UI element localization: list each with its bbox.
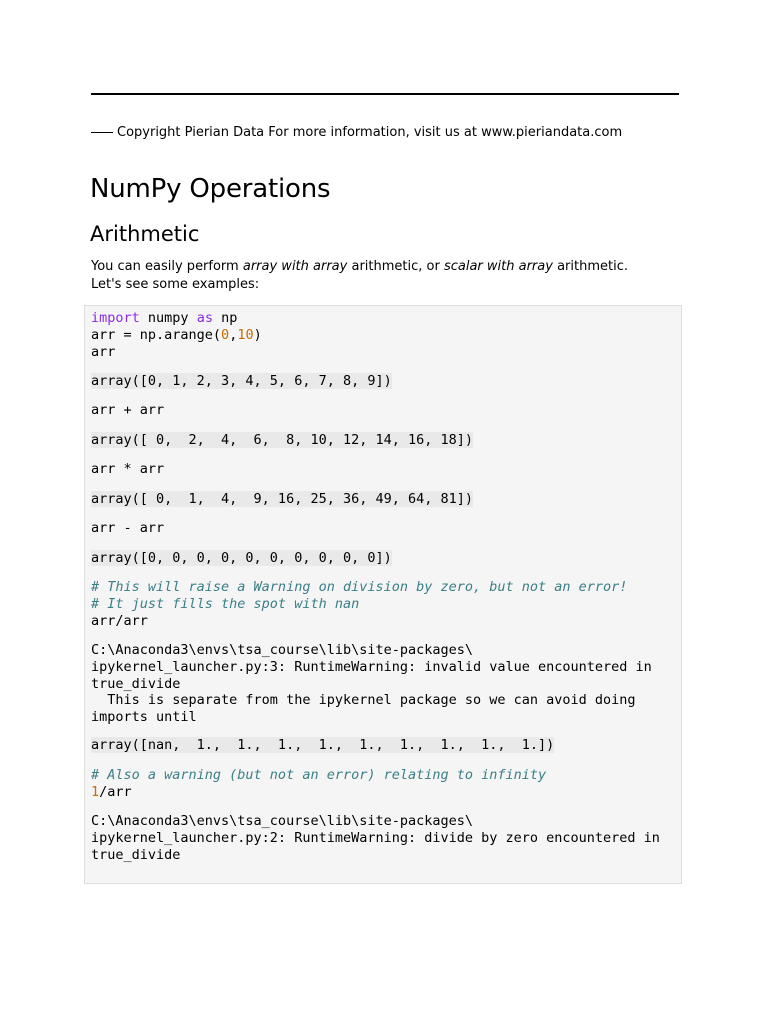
intro-text-1: You can easily perform	[91, 259, 243, 274]
code-text: numpy	[139, 310, 197, 326]
keyword: as	[196, 310, 213, 326]
number-literal: 1	[91, 783, 100, 800]
number-literal: 10	[237, 326, 254, 343]
intro-emphasis-2: scalar with array	[443, 259, 553, 274]
output-3	[91, 491, 473, 508]
warning-text: true_divide	[91, 846, 181, 863]
top-divider	[91, 93, 679, 95]
code-comment: # It just fills the spot with nan	[91, 595, 360, 612]
intro-text-3: arithmetic. Let's see some examples:	[91, 259, 628, 292]
code-cell-reciprocal	[91, 767, 546, 801]
output-text: array([nan, 1., 1., 1., 1., 1., 1., 1., 1., 1.])	[91, 737, 555, 753]
output-1	[91, 373, 392, 390]
warning-text: C:\Anaconda3\envs\tsa_course\lib\site-packages\	[91, 813, 474, 829]
warning-text: C:\Anaconda3\envs\tsa_course\lib\site-packages\	[91, 642, 474, 658]
warning-text: true_divide	[91, 675, 181, 692]
code-cell-add: arr + arr	[91, 402, 165, 418]
output-4	[91, 550, 392, 567]
code-text: arr = np.arange(	[91, 326, 222, 343]
code-text: )	[253, 326, 262, 343]
page-title: NumPy Operations	[90, 174, 331, 204]
warning-output-1	[91, 642, 652, 726]
warning-text: imports until	[91, 709, 197, 726]
intro-paragraph	[91, 258, 661, 294]
code-cell-import	[91, 310, 262, 360]
copyright-line	[91, 124, 622, 142]
warning-text: ipykernel_launcher.py:2: RuntimeWarning: divide by zero encountered in	[91, 829, 660, 846]
code-cell-multiply: arr * arr	[91, 461, 165, 477]
code-text: np	[212, 310, 238, 326]
output-2	[91, 432, 473, 449]
code-cell-subtract: arr - arr	[91, 520, 165, 536]
code-comment: # Also a warning (but not an error) relating to infinity	[91, 767, 547, 783]
intro-text-2: arithmetic, or	[347, 259, 444, 274]
output-text: array([0, 1, 2, 3, 4, 5, 6, 7, 8, 9])	[91, 373, 392, 389]
output-5	[91, 737, 554, 754]
blank-underline	[91, 132, 113, 133]
code-text: arr	[91, 343, 116, 360]
code-cell-divide	[91, 579, 627, 629]
keyword: import	[91, 310, 140, 326]
copyright-text: Copyright Pierian Data For more information, visit us at www.pieriandata.com	[117, 125, 623, 140]
output-text: array([0, 0, 0, 0, 0, 0, 0, 0, 0, 0])	[91, 550, 392, 566]
section-heading: Arithmetic	[90, 222, 200, 246]
output-text: array([ 0, 1, 4, 9, 16, 25, 36, 49, 64, 81])	[91, 491, 474, 507]
warning-text: ipykernel_launcher.py:3: RuntimeWarning: invalid value encountered in	[91, 658, 652, 675]
number-literal: 0	[221, 326, 230, 343]
intro-emphasis-1: array with array	[242, 259, 348, 274]
output-text: array([ 0, 2, 4, 6, 8, 10, 12, 14, 16, 18])	[91, 432, 474, 448]
code-comment: # This will raise a Warning on division by zero, but not an error!	[91, 579, 628, 595]
code-text: ,	[229, 326, 238, 343]
warning-output-2	[91, 813, 660, 863]
code-text: /arr	[99, 783, 132, 800]
warning-text: This is separate from the ipykernel package so we can avoid doing	[91, 692, 636, 709]
code-text: arr/arr	[91, 612, 148, 629]
